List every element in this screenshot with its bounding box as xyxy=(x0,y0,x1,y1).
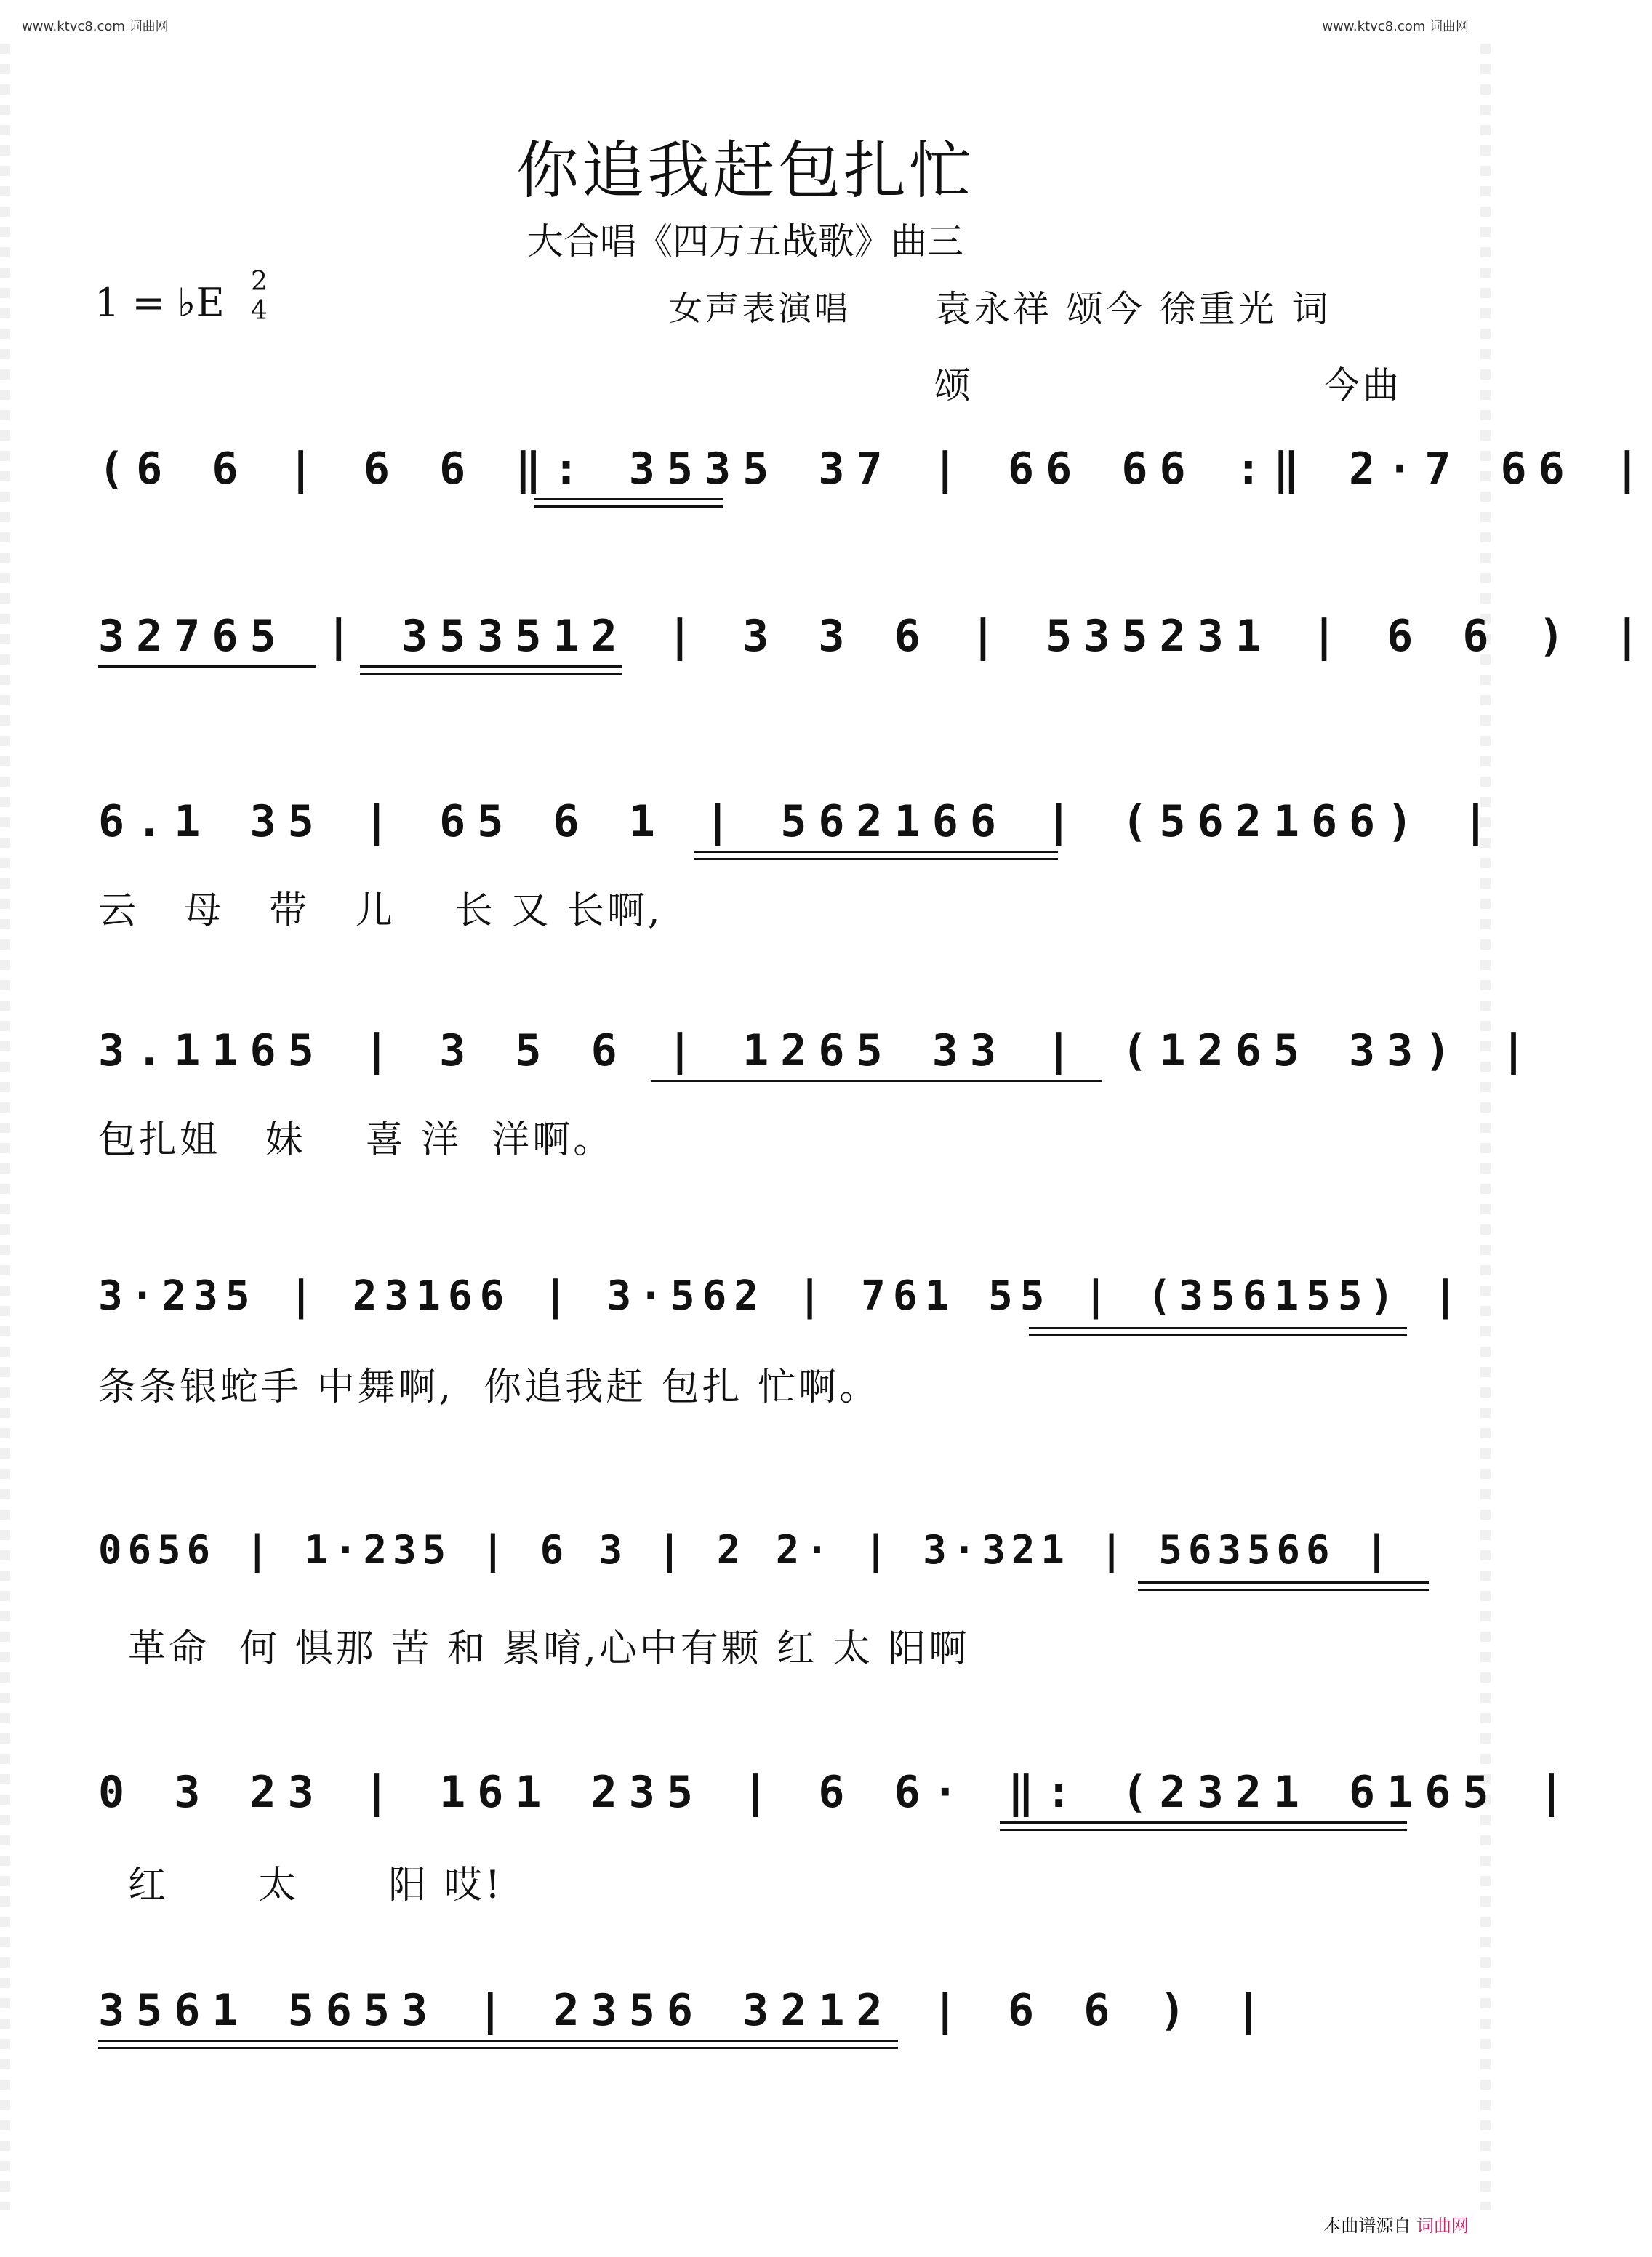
notes-row-1: (6 6 | 6 6 ‖: 3535 37 | 66 66 :‖ 2·7 66 | xyxy=(98,444,1652,494)
lyrics-row-5: 条条银蛇手 中舞啊, 你追我赶 包扎 忙啊。 xyxy=(98,1366,881,1409)
score-row-5 xyxy=(98,1265,1465,1425)
beam xyxy=(694,858,1058,860)
lyrics-row-7: 红 太 阳 哎! xyxy=(98,1864,503,1907)
right-border-decoration xyxy=(1480,44,1491,2210)
notes-row-7: 0 3 23 | 161 235 | 6 6· ‖: (2321 6165 | xyxy=(98,1767,1576,1818)
song-subtitle: 大合唱《四万五战歌》曲三 xyxy=(527,220,963,262)
score-row-7 xyxy=(98,1760,1576,1920)
notes-row-3: 6.1 35 | 65 6 1 | 562166 | (562166) | xyxy=(98,796,1501,847)
footer-left: 本曲谱源自 xyxy=(1323,2216,1411,2236)
performer: 女声表演唱 xyxy=(669,289,851,328)
score-row-2 xyxy=(98,604,1652,691)
notes-row-8: 3561 5653 | 2356 3212 | 6 6 ) | xyxy=(98,1985,1273,2036)
score-row-6 xyxy=(98,1520,1436,1680)
beam xyxy=(651,1080,1102,1082)
lyrics-row-6: 革命 何 惧那 苦 和 累唷,心中有颗 红 太 阳啊 xyxy=(98,1627,970,1671)
beam xyxy=(98,2040,898,2042)
beam xyxy=(534,505,723,508)
meter-top: 2 xyxy=(251,267,268,297)
score-row-1 xyxy=(98,436,1652,524)
beam xyxy=(1138,1589,1429,1591)
beam xyxy=(1029,1334,1407,1336)
beam xyxy=(98,665,316,668)
score-row-3 xyxy=(98,789,1501,949)
left-border-decoration xyxy=(0,44,10,2210)
lyricist-credit: 袁永祥 颂今 徐重光 词 xyxy=(934,288,1331,330)
time-signature xyxy=(251,268,268,326)
lyrics-row-4: 包扎姐 妹 喜 洋 洋啊。 xyxy=(98,1118,614,1162)
header-right: www.ktvc8.com 词曲网 xyxy=(1322,19,1469,34)
beam xyxy=(1029,1327,1407,1329)
beam xyxy=(1138,1581,1429,1584)
notes-row-2: 32765 | 353512 | 3 3 6 | 535231 | 6 6 ) | xyxy=(98,611,1652,662)
notes-row-4: 3.1165 | 3 5 6 | 1265 33 | (1265 33) | xyxy=(98,1025,1539,1076)
score-row-8 xyxy=(98,1978,1436,2065)
beam xyxy=(694,851,1058,853)
beam xyxy=(360,673,622,675)
beam xyxy=(98,2047,898,2049)
composer-credit-b: 今曲 xyxy=(1323,364,1402,406)
beam xyxy=(1000,1829,1407,1831)
composer-credit-a: 颂 xyxy=(934,364,974,406)
header-left: www.ktvc8.com 词曲网 xyxy=(22,19,169,34)
footer-source xyxy=(1323,2211,1469,2237)
score-row-4 xyxy=(98,1018,1539,1178)
notes-row-5: 3·235 | 23166 | 3·562 | 761 55 | (356155) | xyxy=(98,1272,1465,1320)
notes-row-6: 0656 | 1·235 | 6 3 | 2 2· | 3·321 | 563566 | xyxy=(98,1527,1395,1573)
footer-right[interactable]: 词曲网 xyxy=(1416,2216,1469,2236)
beam xyxy=(360,665,622,668)
beam xyxy=(1000,1821,1407,1824)
meter-bottom: 4 xyxy=(251,296,268,326)
lyrics-row-3: 云 母 带 儿 长 又 长啊, xyxy=(98,889,663,933)
beam xyxy=(534,498,723,500)
song-title: 你追我赶包扎忙 xyxy=(516,135,974,207)
key-signature: 1 = ♭E xyxy=(95,280,225,326)
